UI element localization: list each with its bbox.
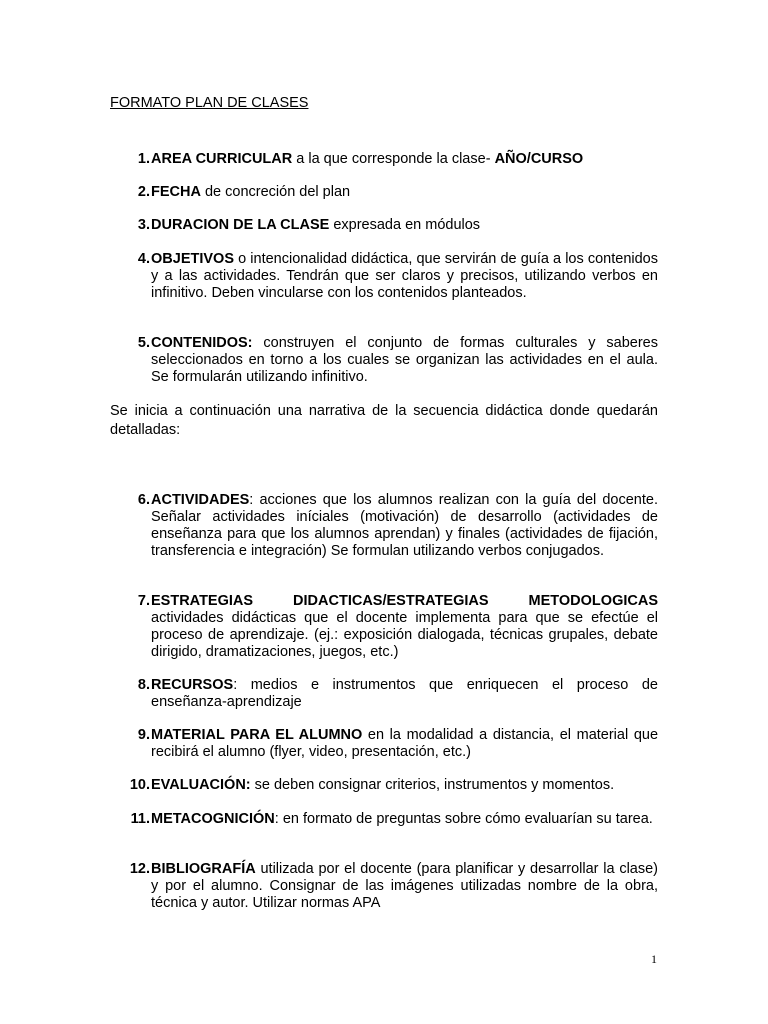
list-item-number: 12.	[129, 861, 150, 877]
list-item-term: CONTENIDOS:	[151, 335, 253, 351]
list-item-term: METACOGNICIÓN	[151, 811, 275, 827]
list-item-term: OBJETIVOS	[151, 251, 234, 267]
list-item-number: 6.	[137, 492, 150, 508]
list-item-recursos	[110, 677, 658, 711]
list-item-bibliografia	[110, 861, 658, 912]
list-item-term-secondary: AÑO/CURSO	[494, 151, 584, 167]
list-item-material	[110, 727, 658, 761]
list-item-estrategias	[110, 593, 658, 661]
list-item-term: MATERIAL PARA EL ALUMNO	[151, 727, 363, 743]
list-item-evaluacion	[110, 777, 658, 794]
list-item-text: : en formato de preguntas sobre cómo evaluarían su tarea.	[274, 811, 653, 827]
list-item-objetivos	[110, 251, 658, 302]
document-title: FORMATO PLAN DE CLASES	[110, 95, 309, 111]
list-item-number: 5.	[137, 335, 150, 351]
list-item-term: FECHA	[151, 184, 201, 200]
list-item-fecha	[110, 184, 658, 201]
list-item-metacognicion	[110, 811, 658, 828]
list-item-number: 1.	[137, 151, 150, 167]
list-item-number: 2.	[137, 184, 150, 200]
list-item-number: 4.	[137, 251, 150, 267]
page-number: 1	[651, 952, 657, 966]
list-item-text: de concreción del plan	[200, 184, 351, 200]
intro-paragraph: Se inicia a continuación una narrativa de la secuencia didáctica donde quedarán detalladas:	[110, 403, 658, 438]
list-item-text: expresada en módulos	[329, 217, 481, 233]
list-item-text: a la que corresponde la clase-	[292, 151, 495, 167]
list-item-actividades	[110, 492, 658, 560]
list-item-text: se deben consignar criterios, instrumentos y momentos.	[250, 777, 615, 793]
list-item-number: 3.	[137, 217, 150, 233]
list-item-text: construyen el conjunto de formas culturales y saberes seleccionados en torno a los cuales se organizan las actividades en el aula. Se formularán utilizando infinitivo.	[151, 335, 658, 385]
list-item-term: AREA CURRICULAR	[151, 151, 293, 167]
list-item-contenidos	[110, 335, 658, 386]
list-item-term: BIBLIOGRAFÍA	[151, 861, 256, 877]
list-item-number: 8.	[137, 677, 150, 693]
list-item-text: utilizada por el docente (para planificar y desarrollar la clase) y por el alumno. Consignar de las imágenes utilizadas nombre de la obra, técnica y autor. Utilizar normas APA	[151, 861, 658, 911]
list-item-term: DURACION DE LA CLASE	[151, 217, 330, 233]
list-item-number: 7.	[137, 593, 150, 609]
list-item-text: : acciones que los alumnos realizan con la guía del docente. Señalar actividades iníciales (motivación) de desarrollo (actividades de enseñanza para que los alumnos aprendan) y finales (actividades de fijación, transferencia e integración) Se formulan utilizando verbos conjugados.	[151, 492, 658, 559]
list-item-text: o intencionalidad didáctica, que servirán de guía a los contenidos y a las actividades. Tendrán que ser claros y precisos, utilizando verbos en infinitivo. Deben vincularse con los contenidos planteados.	[151, 251, 658, 301]
list-item-duracion	[110, 217, 658, 234]
list-item-number: 11.	[130, 811, 150, 827]
list-item-term: ACTIVIDADES	[151, 492, 250, 508]
list-item-text: : medios e instrumentos que enriquecen el proceso de enseñanza-aprendizaje	[151, 677, 658, 710]
list-item-number: 9.	[137, 727, 150, 743]
list-item-area-curricular	[110, 151, 658, 168]
list-item-number: 10.	[129, 777, 150, 793]
list-item-text: en la modalidad a distancia, el material que recibirá el alumno (flyer, video, presentación, etc.)	[151, 727, 659, 760]
list-item-term: ESTRATEGIAS DIDACTICAS/ESTRATEGIAS METODOLOGICAS	[151, 593, 658, 609]
list-item-term: EVALUACIÓN:	[151, 777, 251, 793]
list-item-text: actividades didácticas que el docente implementa para que se efectúe el proceso de aprendizaje. (ej.: exposición dialogada, técnicas grupales, debate dirigido, dramatizaciones, juegos, etc.)	[151, 610, 658, 660]
list-item-term: RECURSOS	[151, 677, 234, 693]
